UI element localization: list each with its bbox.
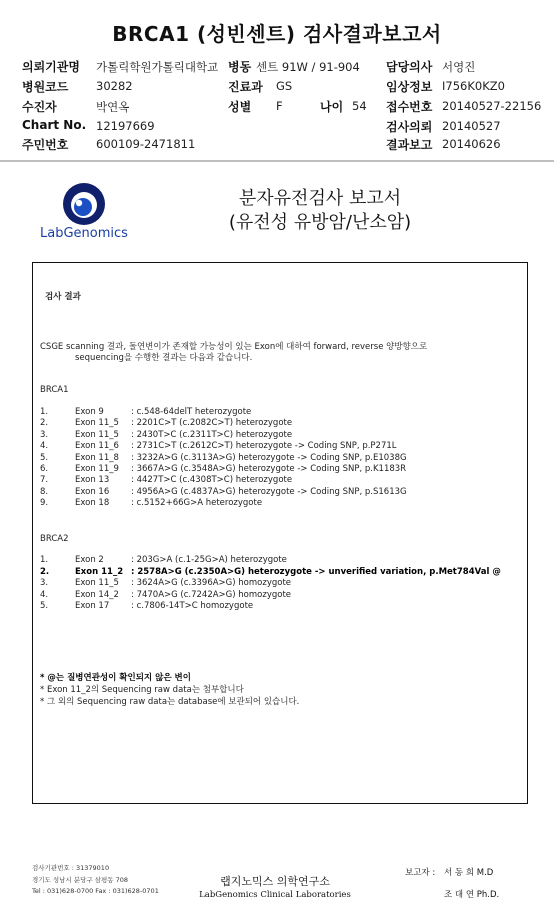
- footer-institute-english: LabGenomics Clinical Laboratories: [199, 890, 351, 900]
- note-raw-data-database: * 그 외의 Sequencing raw data는 database에 보관되어 있습니다.: [40, 697, 300, 707]
- variant-exon: Exon 13: [75, 475, 110, 486]
- variant-result: : 2201C>T (c.2082C>T) heterozygote: [131, 418, 293, 429]
- variant-result: : c.548-64delT heterozygote: [131, 407, 252, 417]
- variant-exon: Exon 11_2: [75, 566, 124, 577]
- variant-exon: Exon 11_6: [75, 441, 119, 452]
- variant-number: 2.: [40, 566, 50, 577]
- requester-label: 의뢰기관명: [22, 60, 80, 74]
- doctor-label: 담당의사: [386, 60, 433, 74]
- logo-text: LabGenomics: [40, 226, 128, 241]
- footer-address: 경기도 성남시 분당구 삼평동 708: [32, 876, 129, 884]
- note-unverified: * @는 질병연관성이 확인되지 않은 변이: [40, 673, 191, 683]
- footer-lab-number: 검사기관번호 : 31379010: [32, 864, 110, 872]
- variant-exon: Exon 11_5: [75, 429, 119, 440]
- patient-label: 수진자: [22, 100, 57, 114]
- scanned-lab-report: [10, 166, 554, 921]
- variant-exon: Exon 16: [75, 486, 110, 497]
- labgenomics-logo: [40, 182, 144, 242]
- note-raw-data-attached: * Exon 11_2의 Sequencing raw data는 첨부합니다: [40, 685, 244, 695]
- variant-number: 3.: [40, 578, 49, 589]
- reporter-name-1: 서 동 희 M.D: [444, 868, 494, 878]
- brca1-heading: BRCA1: [40, 385, 69, 395]
- ward-value: 센트 91W / 91-904: [256, 60, 360, 74]
- variant-exon: Exon 14_2: [75, 589, 119, 600]
- variant-result: : 4427T>C (c.4308T>C) heterozygote: [131, 475, 293, 486]
- reception-value: 20140527-22156: [442, 99, 542, 113]
- chart-no-value: 12197669: [96, 119, 155, 133]
- result-date-label: 결과보고: [386, 138, 433, 152]
- variant-number: 5.: [40, 452, 49, 463]
- age-value: 54: [352, 99, 367, 113]
- variant-exon: Exon 11_5: [75, 418, 119, 429]
- variant-number: 8.: [40, 486, 49, 497]
- variant-result: : c.5152+66G>A heterozygote: [131, 498, 263, 509]
- intro-line-2: sequencing을 수행한 결과는 다음과 같습니다.: [75, 353, 253, 363]
- resident-id-label: 주민번호: [22, 138, 69, 152]
- resident-id-value: 600109-2471811: [96, 137, 196, 151]
- variant-number: 5.: [40, 601, 49, 612]
- variant-exon: Exon 2: [75, 555, 104, 565]
- variant-result: : 2578A>G (c.2350A>G) heterozygote -> unverified variation, p.Met784Val @: [131, 566, 501, 577]
- variant-number: 3.: [40, 429, 49, 440]
- variant-exon: Exon 17: [75, 601, 110, 612]
- footer-institute-korean: 랩지노믹스 의학연구소: [220, 875, 330, 888]
- variant-result: : 4956A>G (c.4837A>G) heterozygote -> Coding SNP, p.S1613G: [131, 486, 407, 497]
- results-heading: 검사 결과: [45, 292, 81, 302]
- variant-result: : c.7806-14T>C homozygote: [131, 601, 254, 612]
- sex-value: F: [276, 99, 283, 113]
- variant-number: 9.: [40, 498, 49, 509]
- report-title: BRCA1 (성빈센트) 검사결과보고서: [112, 22, 442, 46]
- variant-exon: Exon 11_5: [75, 578, 119, 589]
- variant-result: : 3232A>G (c.3113A>G) heterozygote -> Coding SNP, p.E1038G: [131, 452, 407, 463]
- requester-value: 가톨릭학원가톨릭대학교: [96, 60, 219, 74]
- request-date-label: 검사의뢰: [386, 120, 433, 134]
- variant-exon: Exon 11_9: [75, 464, 119, 474]
- lab-report-title: 분자유전검사 보고서: [238, 188, 402, 209]
- lab-report-subtitle: (유전성 유방암/난소암): [228, 212, 412, 233]
- variant-result: : 3624A>G (c.3396A>G) homozygote: [131, 578, 292, 589]
- variant-number: 4.: [40, 441, 49, 452]
- variant-exon: Exon 11_8: [75, 452, 119, 463]
- patient-value: 박연옥: [96, 100, 130, 114]
- variant-number: 1.: [40, 555, 49, 565]
- hospital-code-label: 병원코드: [22, 80, 69, 94]
- variant-result: : 203G>A (c.1-25G>A) heterozygote: [131, 555, 287, 565]
- variant-exon: Exon 18: [75, 498, 110, 509]
- reporter-name-2: 조 대 연 Ph.D.: [444, 890, 500, 900]
- doctor-value: 서영진: [442, 60, 476, 74]
- sex-label: 성별: [228, 100, 252, 114]
- age-label: 나이: [320, 100, 344, 114]
- variant-result: : 2430T>C (c.2311T>C) heterozygote: [131, 429, 293, 440]
- results-box: [32, 262, 528, 804]
- clinical-label: 임상정보: [386, 80, 433, 94]
- intro-line-1: CSGE scanning 결과, 돌연변이가 존재할 가능성이 있는 Exon에 대하여 forward, reverse 양방향으로: [40, 342, 428, 352]
- variant-number: 2.: [40, 418, 49, 429]
- reception-label: 접수번호: [386, 100, 433, 114]
- dept-value: GS: [276, 79, 293, 93]
- ward-label: 병동: [228, 60, 252, 74]
- variant-number: 1.: [40, 407, 49, 417]
- labgenomics-logo-mark: [62, 182, 106, 226]
- variant-number: 7.: [40, 475, 49, 486]
- hospital-code-value: 30282: [96, 79, 133, 93]
- dept-label: 진료과: [228, 80, 263, 94]
- variant-number: 6.: [40, 464, 49, 474]
- header-divider: [0, 160, 554, 162]
- chart-no-label: Chart No.: [22, 118, 87, 132]
- variant-result: : 3667A>G (c.3548A>G) heterozygote -> Coding SNP, p.K1183R: [131, 464, 407, 474]
- result-date-value: 20140626: [442, 137, 501, 151]
- clinical-value: I756K0KZ0: [442, 79, 505, 93]
- variant-result: : 7470A>G (c.7242A>G) homozygote: [131, 589, 292, 600]
- brca2-heading: BRCA2: [40, 534, 69, 544]
- reporter-label: 보고자 :: [405, 868, 436, 878]
- variant-result: : 2731C>T (c.2612C>T) heterozygote -> Coding SNP, p.P271L: [131, 441, 397, 452]
- variant-exon: Exon 9: [75, 407, 104, 417]
- request-date-value: 20140527: [442, 119, 501, 133]
- footer-phone-fax: Tel : 031)628-0700 Fax : 031)628-0701: [32, 887, 159, 895]
- variant-number: 4.: [40, 589, 49, 600]
